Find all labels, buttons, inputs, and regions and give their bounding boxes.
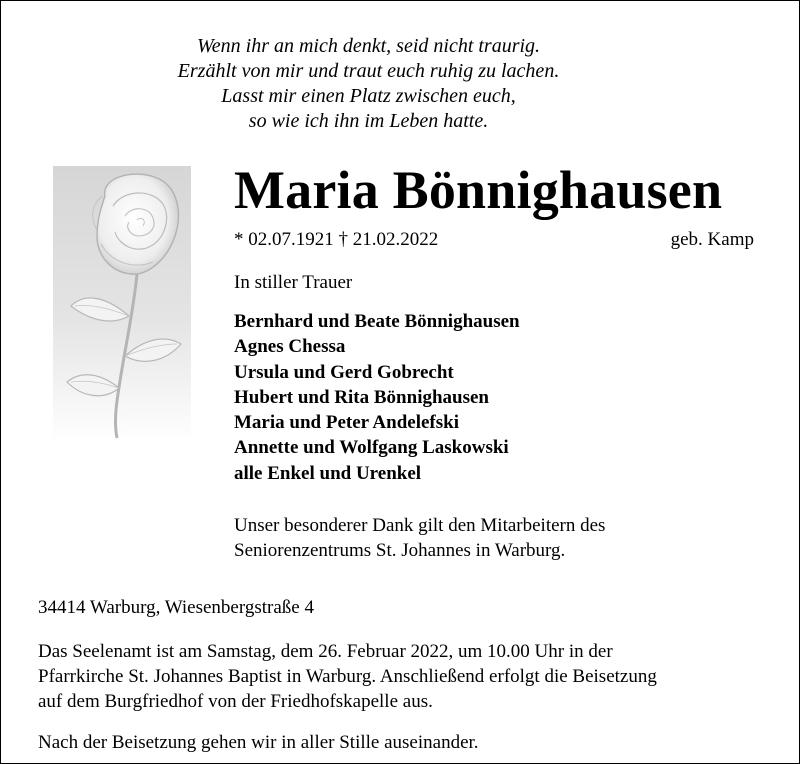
deceased-name: Maria Bönnighausen bbox=[234, 160, 723, 220]
rose-icon bbox=[53, 166, 191, 443]
mourner-entry: Ursula und Gerd Gobrecht bbox=[234, 361, 454, 383]
mourner-entry: Hubert und Rita Bönnighausen bbox=[234, 386, 489, 408]
closing-note: Nach der Beisetzung gehen wir in aller Stille auseinander. bbox=[38, 732, 479, 753]
service-line: Pfarrkirche St. Johannes Baptist in Warburg. Anschließend erfolgt die Beisetzung bbox=[38, 666, 657, 687]
service-info bbox=[38, 639, 657, 714]
birth-name: geb. Kamp bbox=[670, 229, 754, 250]
thanks-line: Seniorenzentrums St. Johannes in Warburg. bbox=[234, 540, 566, 561]
poem-line: Lasst mir einen Platz zwischen euch, bbox=[221, 85, 516, 107]
life-dates: * 02.07.1921 † 21.02.2022 bbox=[234, 229, 439, 250]
mourner-entry: Maria und Peter Andelefski bbox=[234, 412, 460, 434]
service-line: Das Seelenamt ist am Samstag, dem 26. Februar 2022, um 10.00 Uhr in der bbox=[38, 641, 613, 662]
poem-line: so wie ich ihn im Leben hatte. bbox=[248, 110, 489, 132]
poem-line: Erzählt von mir und traut euch ruhig zu lachen. bbox=[177, 60, 560, 82]
thanks-note bbox=[234, 513, 605, 563]
mourner-entry: Bernhard und Beate Bönnighausen bbox=[234, 311, 520, 332]
mourner-entry: alle Enkel und Urenkel bbox=[234, 462, 422, 484]
mourner-entry: Agnes Chessa bbox=[234, 336, 346, 358]
mourning-line: In stiller Trauer bbox=[234, 272, 353, 293]
family-address: 34414 Warburg, Wiesenbergstraße 4 bbox=[38, 597, 314, 618]
memorial-poem bbox=[1, 34, 736, 134]
mourner-entry: Annette und Wolfgang Laskowski bbox=[234, 437, 509, 459]
thanks-line: Unser besonderer Dank gilt den Mitarbeitern des bbox=[234, 515, 606, 536]
poem-line: Wenn ihr an mich denkt, seid nicht traurig. bbox=[196, 35, 541, 57]
mourners-list bbox=[234, 309, 520, 486]
service-line: auf dem Burgfriedhof von der Friedhofskapelle aus. bbox=[38, 691, 433, 712]
